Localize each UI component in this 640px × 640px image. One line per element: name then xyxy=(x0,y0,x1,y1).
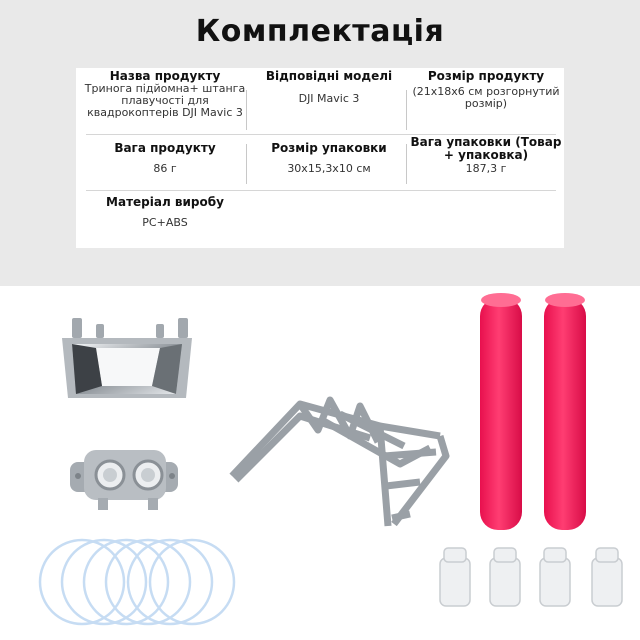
spec-label: Розмір упаковки xyxy=(271,141,387,155)
spec-value: 86 г xyxy=(153,162,177,175)
spec-label: Назва продукту xyxy=(109,69,221,83)
divider xyxy=(86,190,556,191)
spec-table xyxy=(76,68,564,248)
spec-value: Тринога підйомна+ штанга плавучості для квадрокоптерів DJI Mavic 3 xyxy=(84,82,246,119)
clip-set-icon xyxy=(440,548,622,606)
divider xyxy=(246,144,247,184)
page-title: Комплектація xyxy=(195,14,445,49)
spec-value: 187,3 г xyxy=(465,162,507,175)
divider xyxy=(406,90,407,130)
reflector-icon xyxy=(62,318,192,398)
mount-bracket-icon xyxy=(70,450,178,510)
spec-value: (21x18x6 см розгорнутий розмір) xyxy=(412,85,560,110)
spec-label: Розмір продукту xyxy=(427,69,545,83)
spec-package-weight xyxy=(410,136,562,175)
product-photo xyxy=(0,286,640,640)
tripod-legs-icon xyxy=(232,400,446,526)
spec-label: Вага упаковки (Товар + упаковка) xyxy=(410,135,562,162)
spec-product-weight xyxy=(80,142,250,175)
spec-label: Матеріал виробу xyxy=(106,195,224,209)
spec-value: PC+ABS xyxy=(142,216,188,229)
divider xyxy=(406,144,407,184)
divider xyxy=(246,90,247,130)
spec-label: Вага продукту xyxy=(114,141,216,155)
spec-material xyxy=(80,196,250,229)
spec-label: Відповідні моделі xyxy=(265,69,393,83)
spec-product-size xyxy=(410,70,562,110)
spec-compatible-models xyxy=(254,70,404,105)
spec-product-name xyxy=(80,70,250,119)
float-bar-icon xyxy=(480,293,586,530)
spec-value: 30x15,3x10 см xyxy=(287,162,371,175)
spec-value: DJI Mavic 3 xyxy=(298,92,360,105)
spec-package-size xyxy=(254,142,404,175)
ring-set-icon xyxy=(40,540,234,624)
